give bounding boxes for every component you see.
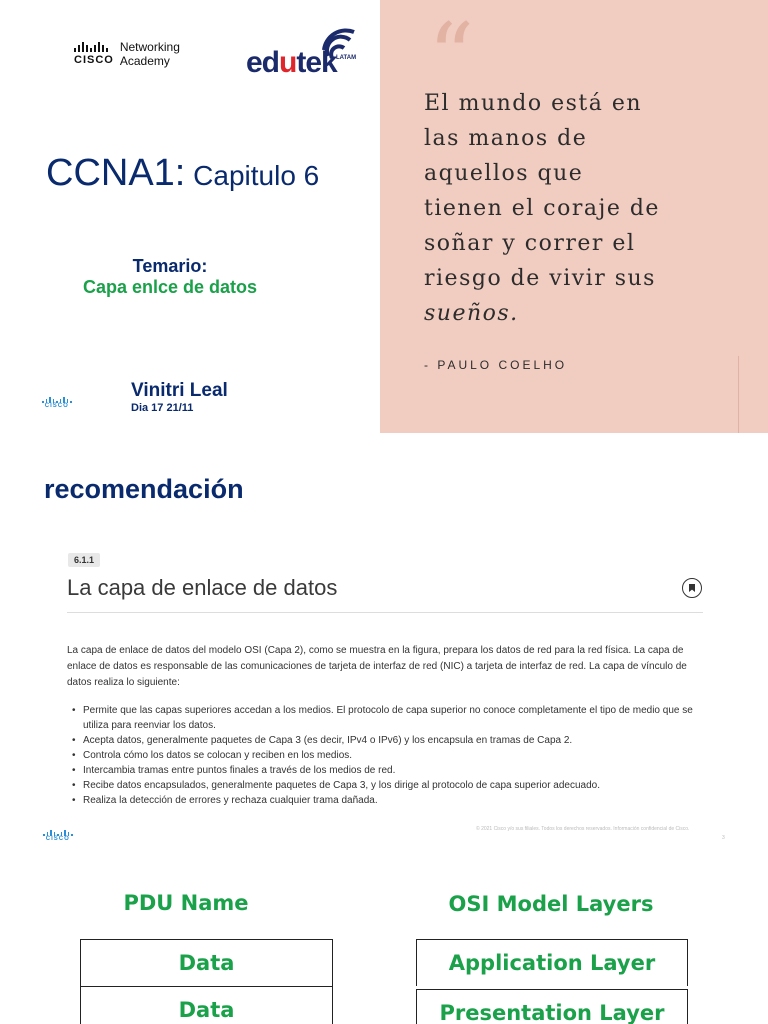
title-slide	[0, 0, 768, 433]
edutek-part-a: ed	[246, 46, 280, 79]
slide-title	[46, 152, 319, 195]
footer-page-number: 3	[722, 835, 725, 841]
mini-logo-text: CISCO	[44, 403, 69, 409]
quote-line: aquellos que	[424, 161, 584, 186]
presenter-block	[131, 380, 228, 414]
logo-line-academy: Academy	[119, 54, 170, 68]
logo-line-networking: Networking	[119, 40, 180, 54]
cisco-mini-logo	[43, 830, 73, 842]
cisco-brand: CISCO	[74, 54, 114, 66]
presenter-date: Dia 17 21/11	[131, 402, 194, 414]
list-item: • Permite que las capas superiores accedan a los medios. El protocolo de capa superior no conoce completamente el tipo de medio que se utiliza para reenviar los datos.	[70, 703, 710, 733]
quote-line-italic: sueños.	[424, 301, 519, 326]
course-content-slide	[0, 540, 768, 860]
title-chapter: Capitulo 6	[185, 160, 320, 191]
quote-author: - PAULO COELHO	[424, 358, 568, 372]
cisco-mini-logo	[42, 397, 72, 409]
quote-line: riesgo de vivir sus	[424, 266, 656, 291]
section-number-badge: 6.1.1	[68, 553, 100, 567]
divider	[67, 612, 703, 613]
section-paragraph: La capa de enlace de datos del modelo OSI (Capa 2), como se muestra en la figura, prepara los datos de red para la red física. La capa de enlace de datos es responsable de las comunicaciones de tarjeta de interfaz de red (NIC) a tarjeta de interfaz de red. La capa de vínculo de datos realiza lo siguiente:	[67, 645, 687, 688]
topic-text: Capa enlce de datos	[82, 277, 258, 297]
pdu-cell: Data	[80, 939, 333, 986]
quote-line: tienen el coraje de	[424, 196, 660, 221]
edutek-part-b: u	[279, 46, 297, 79]
edutek-logo	[240, 26, 365, 86]
quote-mark-icon: “	[428, 4, 475, 109]
list-item: • Realiza la detección de errores y rechaza cualquier trama dañada.	[70, 793, 710, 808]
presenter-name: Vinitri Leal	[131, 380, 228, 401]
list-item: • Recibe datos encapsulados, generalmente paquetes de Capa 3, y los dirige al protocolo de capa superior adecuado.	[70, 778, 710, 793]
quote-line: las manos de	[424, 126, 588, 151]
section-title: La capa de enlace de datos	[67, 575, 338, 600]
recommendation-heading: recomendación	[44, 474, 244, 504]
pdu-header: PDU Name	[123, 891, 249, 915]
quote-text	[424, 86, 754, 331]
osi-header: OSI Model Layers	[448, 892, 654, 916]
footer-copyright: © 2021 Cisco y/o sus filiales. Todos los derechos reservados. Información confidencial de Cisco.	[476, 826, 690, 832]
bookmark-icon[interactable]	[682, 578, 702, 598]
title-course: CCNA1:	[46, 152, 186, 194]
osi-cell: Presentation Layer	[416, 989, 688, 1024]
list-item: • Controla cómo los datos se colocan y reciben en los medios.	[70, 748, 710, 763]
bullet-list	[70, 703, 710, 808]
temario-label: Temario:	[132, 256, 208, 276]
pdu-cell: Data	[80, 986, 333, 1024]
edutek-part-c: tek	[296, 46, 337, 79]
quote-line: soñar y correr el	[424, 231, 636, 256]
edutek-latam: LATAM	[336, 55, 357, 61]
list-item: • Intercambia tramas entre puntos finales a través de los medios de red.	[70, 763, 710, 778]
cisco-networking-academy-logo	[74, 40, 180, 68]
mini-logo-text: CISCO	[45, 836, 70, 842]
quote-line: El mundo está en	[424, 91, 643, 116]
divider	[738, 356, 739, 433]
quote-panel	[380, 0, 768, 433]
list-item: • Acepta datos, generalmente paquetes de Capa 3 (es decir, IPv4 o IPv6) y los encapsula en tramas de Capa 2.	[70, 733, 710, 748]
cisco-bars-icon	[74, 42, 108, 52]
osi-cell: Application Layer	[416, 939, 688, 986]
